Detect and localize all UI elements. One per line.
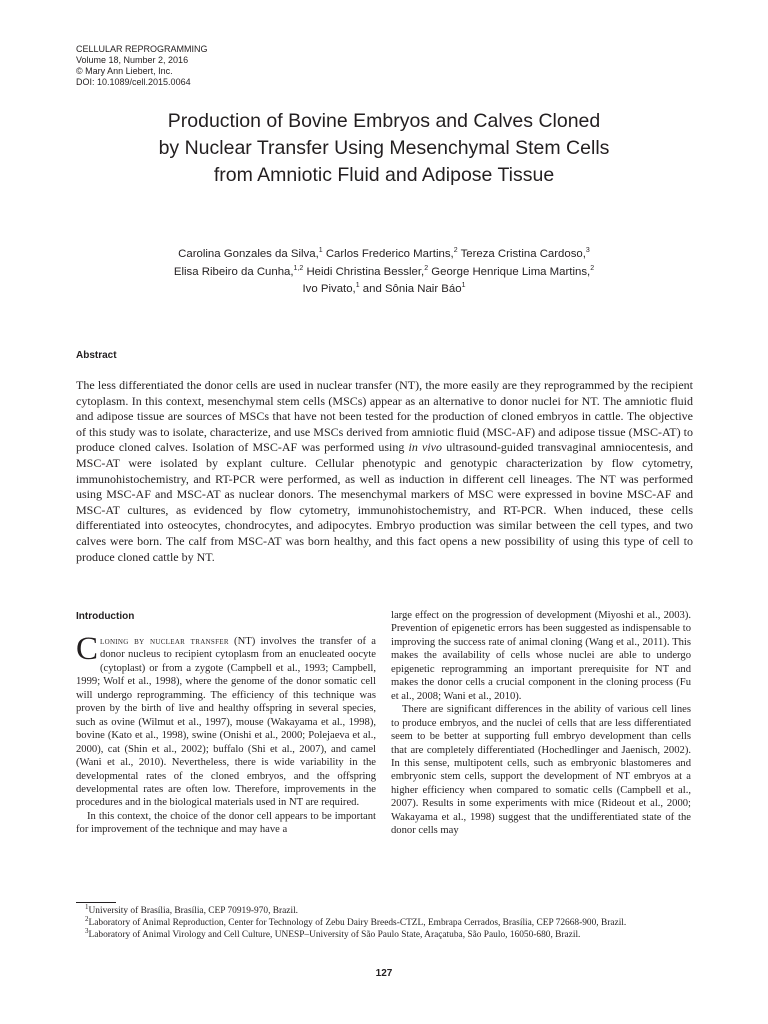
intro-paragraph-1 xyxy=(76,631,376,810)
affiliation-marker: 3 xyxy=(585,247,590,255)
abstract-body xyxy=(76,378,693,565)
column-right xyxy=(391,609,691,838)
drop-cap: C xyxy=(76,631,99,667)
footnote-2 xyxy=(76,914,693,929)
intro-paragraph-2: In this context, the choice of the donor cell appears to be important for improvement of the technique and may have a xyxy=(76,810,376,836)
affiliation-marker: 1 xyxy=(461,282,466,290)
journal-copyright: © Mary Ann Liebert, Inc. xyxy=(76,66,173,76)
abstract-text-part: ultrasound-guided transvaginal amniocentesis, and MSC-AT were isolated by explant culture. Cellular phenotypic and genotypic characterization by flow cytometry, immunohistochemistry, and RT-PCR were performed, as well as induction in different cell lineages. The NT was performed using MSC-AF and MSC-AT as nuclear donors. The mesenchymal markers of MSC were expressed in bovine MSC-AF and MSC-AT cultures, as evidenced by flow cytometry, immunohistochemistry, and RT-PCR. When induced, these cells differentiated into osteocytes, chondrocytes, and adipocytes. Embryo production was similar between the cell types, and two calves were born. The calf from MSC-AT was born healthy, and this fact opens a new possibility of using this type of cell to produce cloned cattle by NT. xyxy=(76,440,693,564)
affiliation-marker: 1,2 xyxy=(293,264,304,272)
lead-in-text: loning by nuclear transfer xyxy=(100,636,229,647)
author-list xyxy=(0,246,768,299)
author-name: Elisa Ribeiro da Cunha, xyxy=(173,265,294,278)
author-line-1 xyxy=(0,246,768,264)
page-number: 127 xyxy=(375,968,393,979)
footnote-text: University of Brasília, Brasília, CEP 70919-970, Brazil. xyxy=(88,906,299,916)
author-name: George Henrique Lima Martins, xyxy=(431,265,591,278)
affiliation-marker: 1 xyxy=(318,247,323,255)
affiliation-marker: 2 xyxy=(590,264,595,272)
footnote-text: Laboratory of Animal Virology and Cell Culture, UNESP–University of São Paulo State, Araçatuba, São Paulo, 16050-680, Brazil. xyxy=(88,930,581,940)
paragraph-text: (NT) involves the transfer of a donor nucleus to recipient cytoplasm from an enucleated oocyte (cytoplast) or from a zygote (Campbell et al., 1993; Campbell, 1999; Wolf et al., 1998), where the genome of the donor somatic cell will undergo reprogramming. The efficiency of this technique was proven by the birth of live and healthy offspring in several species, such as ovine (Wilmut et al., 1997), mouse (Wakayama et al., 1998), bovine (Kato et al., 1998), swine (Onishi et al., 2000; Polejaeva et al., 2000), cat (Shin et al., 2002); buffalo (Shi et al., 2007), and camel (Wani et al., 2010). Nevertheless, there is wide variability in the developmental rates of the cloned embryos, and the offspring developmental rates are often low. Therefore, improvements in the procedures and in the biological materials used in NT are required. xyxy=(76,636,376,809)
footnote-1 xyxy=(76,902,693,917)
journal-info xyxy=(76,44,208,88)
affiliation-marker: 2 xyxy=(424,264,429,272)
title-line-1: Production of Bovine Embryos and Calves Cloned xyxy=(167,110,601,132)
abstract-italic: in vivo xyxy=(408,440,443,455)
author-name: Heidi Christina Bessler, xyxy=(306,265,425,278)
author-name: Ivo Pivato, xyxy=(302,283,356,295)
paper-title xyxy=(0,108,768,189)
affiliation-marker: 1 xyxy=(355,282,360,290)
intro-paragraph-3: large effect on the progression of development (Miyoshi et al., 2003). Prevention of epigenetic errors has been suggested as indispensable to improving the success rate of animal cloning (Wang et al., 2011). This makes the availability of cells whose nuclei are able to undergo epigenetic reprogramming an important prerequisite for NT and makes the donor cells a crucial component in the cloning process (Fu et al., 2008; Wani et al., 2010). xyxy=(391,610,691,702)
author-name: Carlos Frederico Martins, xyxy=(325,248,454,260)
title-line-3: from Amniotic Fluid and Adipose Tissue xyxy=(213,164,555,186)
abstract-text xyxy=(76,378,693,565)
introduction-heading: Introduction xyxy=(76,611,135,622)
footnote-text: Laboratory of Animal Reproduction, Center for Technology of Zebu Dairy Breeds-CTZL, Embrapa Cerrados, Brasília, CEP 72668-900, Brazil. xyxy=(88,918,627,928)
footnote-marker: 1 xyxy=(85,902,89,911)
footnote-3 xyxy=(76,926,693,941)
title-line-2: by Nuclear Transfer Using Mesenchymal Stem Cells xyxy=(158,137,610,159)
author-name: Tereza Cristina Cardoso, xyxy=(460,248,586,260)
footnote-marker: 2 xyxy=(85,914,89,923)
abstract-heading: Abstract xyxy=(76,350,117,361)
journal-doi: DOI: 10.1089/cell.2015.0064 xyxy=(76,77,191,87)
author-line-2 xyxy=(0,264,768,282)
author-line-3 xyxy=(0,281,768,299)
author-name: Carolina Gonzales da Silva, xyxy=(178,248,319,260)
footnotes xyxy=(76,902,693,941)
column-left xyxy=(76,631,376,837)
footnote-rule xyxy=(76,902,116,903)
abstract-text-part: The less differentiated the donor cells are used in nuclear transfer (NT), the more easily are they reprogrammed by the recipient cytoplasm. In this context, mesenchymal stem cells (MSCs) appear as an alternative to donor nuclei for NT. The amniotic fluid and adipose tissue are sources of MSCs that have not been tested for the production of cloned embryos in cattle. The objective of this study was to isolate, characterize, and use MSCs derived from amniotic fluid (MSC-AF) and adipose tissue (MSC-AT) to produce cloned calves. Isolation of MSC-AF was performed using xyxy=(76,378,693,455)
journal-volume: Volume 18, Number 2, 2016 xyxy=(76,55,189,65)
journal-name: CELLULAR REPROGRAMMING xyxy=(76,44,208,54)
intro-paragraph-4: There are significant differences in the ability of various cell lines to produce embryos, and the nuclei of cells that are less differentiated seem to be better at supporting full embryo development than cells that are completely differentiated (Hochedlinger and Jaenisch, 2002). In this sense, multipotent cells, such as embryonic blastomeres and embryonic stem cells, support the development of NT embryos at a higher efficiency when compared to somatic cells (Campbell et al., 2007). Results in some experiments with mice (Rideout et al., 2000; Wakayama et al., 1998) suggest that the undifferentiated state of the donor cells may xyxy=(391,704,691,837)
footnote-marker: 3 xyxy=(85,926,89,935)
author-name: and Sônia Nair Báo xyxy=(362,283,462,295)
affiliation-marker: 2 xyxy=(453,247,458,255)
